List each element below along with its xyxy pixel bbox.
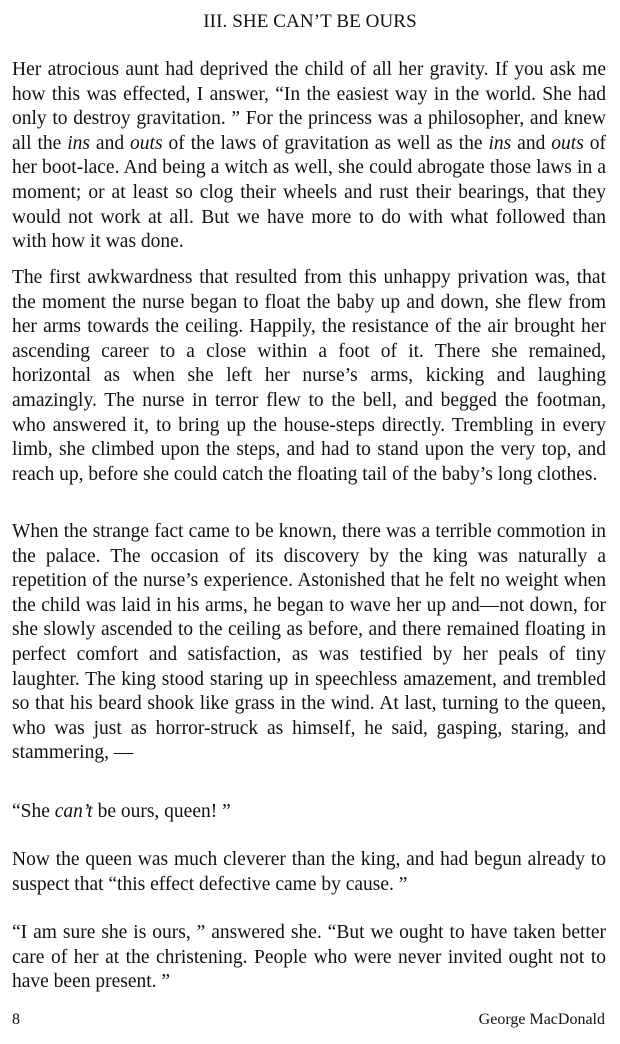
paragraph-aunt-gravity <box>12 58 606 255</box>
text-segment: of her boot-lace. And being a witch as well, she could abrogate those laws in a moment; or at least so clog their wheels and rust their bearings, that they would not work at all. But we have more to do with what followed than with how it was done. <box>12 132 607 253</box>
running-footer-author: George MacDonald <box>478 1011 605 1028</box>
text-segment: be ours, queen! ” <box>92 801 231 822</box>
paragraph-queen-suspects <box>12 848 606 897</box>
italic-text-segment: outs <box>130 132 163 154</box>
text-segment: “She <box>12 801 55 822</box>
paragraph-king-quote <box>12 800 606 825</box>
chapter-title: III. SHE CAN’T BE OURS <box>203 11 417 32</box>
text-segment: of the laws of gravitation as well as the <box>162 132 489 154</box>
page-number: 8 <box>12 1011 20 1028</box>
paragraph-first-awkwardness <box>12 266 606 487</box>
paragraph-queen-answer <box>12 921 606 995</box>
paragraph-palace-commotion <box>12 520 606 766</box>
italic-text-segment: ins <box>488 132 512 154</box>
italic-text-segment: outs <box>551 132 584 154</box>
text-segment: and <box>89 132 131 154</box>
italic-text-segment: ins <box>67 132 90 154</box>
text-segment: “I am sure she is ours, ” answered she. “But we ought to have taken better care of her at the christening. People who were never invited ought not to have been present. ” <box>12 922 606 993</box>
italic-text-segment: can’t <box>54 801 93 822</box>
text-segment: The first awkwardness that resulted from this unhappy privation was, that the moment the nurse began to float the baby up and down, she flew from her arms towards the ceiling. Happily, the resistance of the air brought her ascending career to a close within a foot of it. There she remained, horizontal as when she left her nurse’s arms, kicking and laughing amazingly. The nurse in terror flew to the bell, and begged the footman, who answered it, to bring up the house-steps directly. Trembling in every limb, she climbed upon the steps, and had to stand upon the very top, and reach up, before she could catch the floating tail of the baby’s long clothes. <box>12 267 606 485</box>
text-segment: and <box>511 132 552 154</box>
text-segment: When the strange fact came to be known, there was a terrible commotion in the palace. The occasion of its discovery by the king was naturally a repetition of the nurse’s experience. Astonished that he felt no weight when the child was laid in his arms, he began to wave her up and—not down, for she slowly ascended to the ceiling as before, and there remained floating in perfect comfort and satisfaction, as was testified by her peals of tiny laughter. The king stood staring up in speechless amazement, and trembled so that his beard shook like grass in the wind. At last, turning to the queen, who was just as horror-struck as himself, he said, gasping, staring, and stammering, — <box>12 521 606 764</box>
text-segment: Now the queen was much cleverer than the king, and had begun already to suspect that “this effect defective came by cause. ” <box>12 849 606 895</box>
text-segment: Her atrocious aunt had deprived the child of all her gravity. If you ask me how this was effected, I answer, “In the easiest way in the world. She had only to destroy gravitation. ” For the princess was a philosopher, and knew all the <box>12 59 606 154</box>
